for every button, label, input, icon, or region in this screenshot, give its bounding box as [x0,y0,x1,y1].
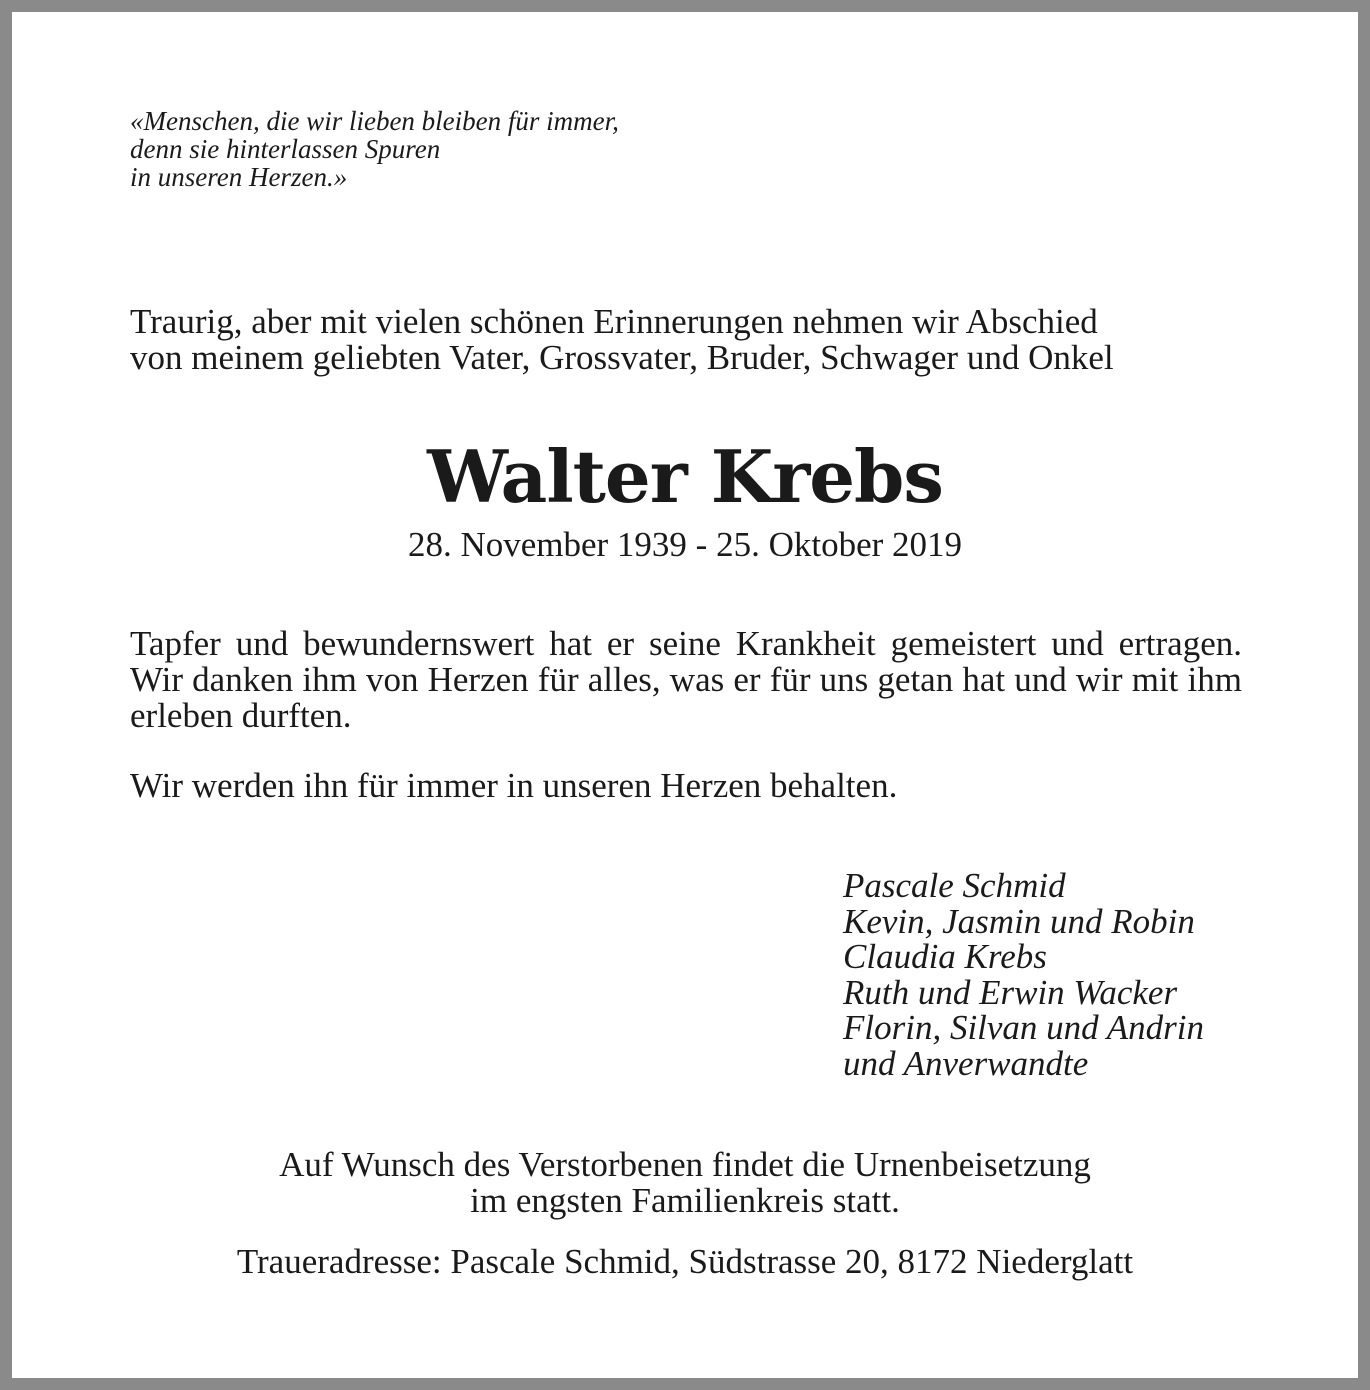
burial-notice [12,1147,1358,1219]
intro-line: von meinem geliebten Vater, Grossvater, Bruder, Schwager und Onkel [130,338,1114,377]
life-dates: 28. November 1939 - 25. Oktober 2019 [407,525,963,564]
mourner-name: Pascale Schmid [843,866,1066,905]
mourners-list [843,868,1204,1081]
motto-line: denn sie hinterlassen Spuren [130,134,441,164]
obituary-page [12,12,1358,1378]
mourner-name: und Anverwandte [843,1043,1089,1083]
deceased-name: Walter Krebs [427,434,943,519]
motto-quote [130,107,619,191]
mourner-name: Claudia Krebs [843,937,1047,976]
notice-line: Auf Wunsch des Verstorbenen findet die Urnenbeisetzung [279,1145,1091,1184]
intro-line: Traurig, aber mit vielen schönen Erinnerungen nehmen wir Abschied [130,302,1098,341]
mourner-name: Florin, Silvan und Andrin [843,1008,1205,1047]
motto-line: in unseren Herzen.» [130,162,348,192]
tribute-paragraph: Tapfer und bewundernswert hat er seine Krankheit gemeistert und ertragen. Wir danken ihm von Herzen für alles, was er für uns getan hat und wir mit ihm erleben durften. [130,624,1242,735]
mourning-address: Traueradresse: Pascale Schmid, Südstrasse 20, 8172 Niederglatt [236,1242,1134,1281]
notice-line: im engsten Familienkreis statt. [470,1181,900,1220]
intro-text [130,304,1242,376]
mourner-name: Ruth und Erwin Wacker [843,972,1178,1012]
motto-line: «Menschen, die wir lieben bleiben für immer, [130,106,619,136]
mourner-name: Kevin, Jasmin und Robin [843,901,1195,941]
closing-sentence: Wir werden ihn für immer in unseren Herzen behalten. [130,766,898,805]
